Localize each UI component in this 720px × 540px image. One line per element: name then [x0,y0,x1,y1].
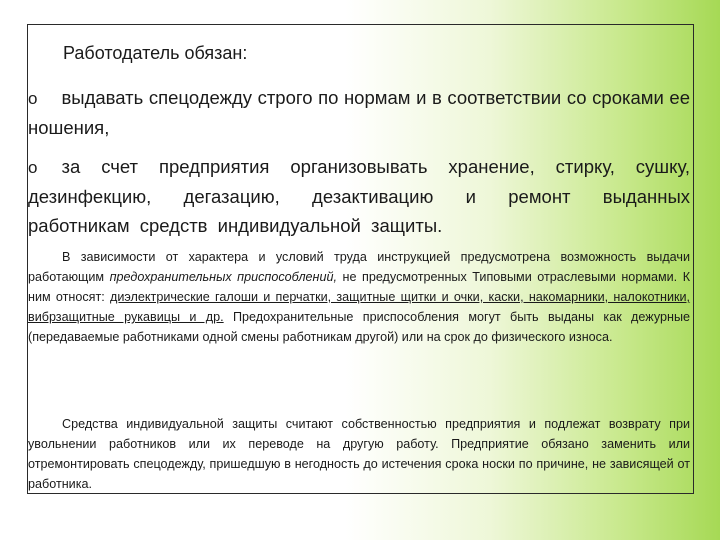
content-frame [27,24,694,494]
para1-italic-term: предохранительных приспособлений, [109,270,337,284]
page-heading: Работодатель обязан: [63,43,248,63]
ownership-paragraph: Средства индивидуальной защиты считают собственностью предприятия и подлежат возврату при увольнении работников или их переводе на другую работу. Предприятие обязано заменить или отремонтировать спецодежду, пришедшую в негодность до истечения срока носки по причине, не зависящей от работника. [28,417,690,491]
para1-tail: Предохранительные приспособления могут быть выданы как дежурные (передаваемые работниками одной смены работникам другой) или на срок до физического износа. [28,310,691,344]
protective-devices-paragraph [28,247,690,347]
obligation-text-1: выдавать спецодежду строго по нормам и в соответствии со сроками ее ношения, [28,87,690,138]
bullet-marker: o [28,89,38,108]
obligation-item-2 [28,152,690,240]
para1-mid: не предусмотренных Типовыми отраслевыми нормами. К ним относят: [28,270,691,304]
bullet-marker: o [28,158,38,177]
obligation-item-1 [28,83,690,142]
obligation-text-2: за счет предприятия организовывать хранение, стирку, сушку, дезинфекцию, дегазацию, дезактивацию и ремонт выданных работникам средств индивидуальной защиты. [28,156,690,236]
para1-lead: В зависимости от характера и условий труда инструкцией предусмотрена возможность выдачи работающим [28,250,690,284]
para1-examples-list: диэлектрические галоши и перчатки, защитные щитки и очки, каски, накомарники, налокотники, вибрзащитные рукавицы и др. [28,290,691,324]
